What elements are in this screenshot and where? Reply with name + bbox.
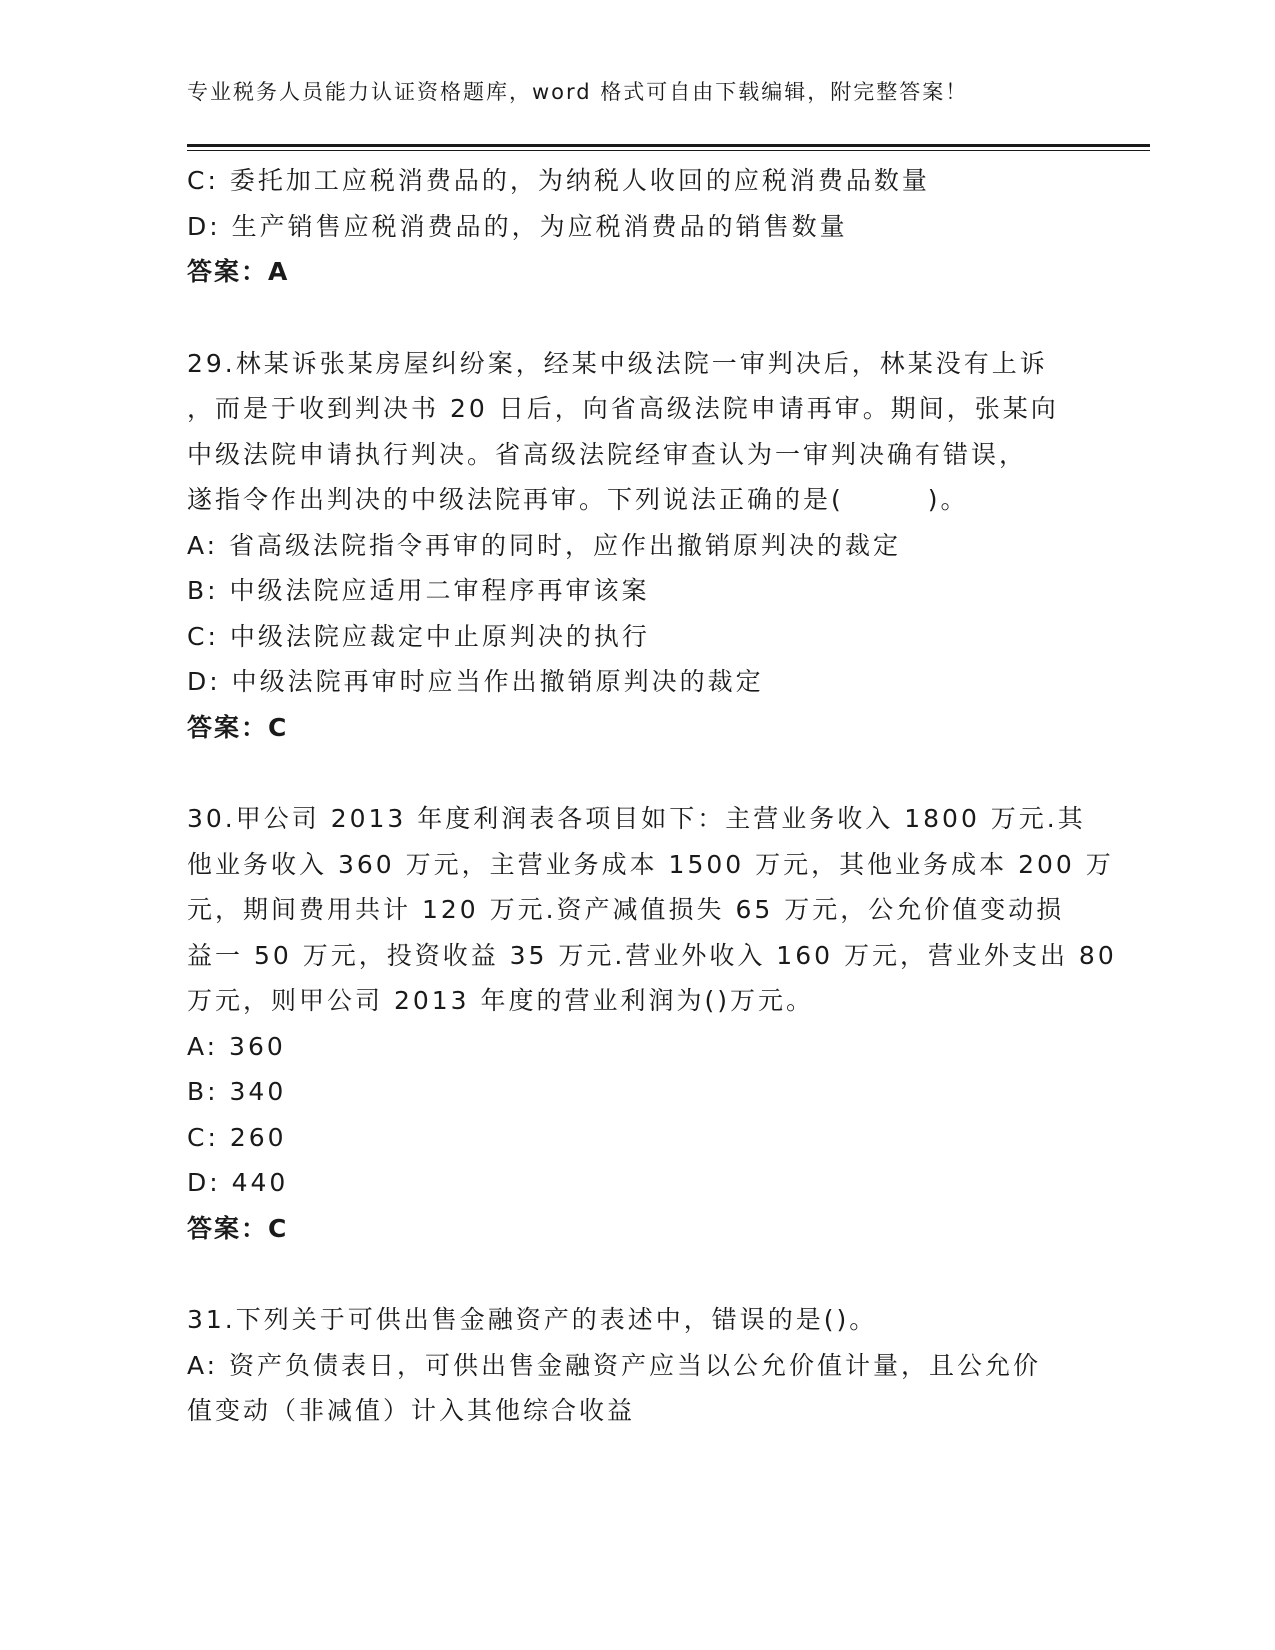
option-a: A: 资产负债表日，可供出售金融资产应当以公允价值计量，且公允价	[187, 1350, 1042, 1380]
option-c: C: 委托加工应税消费品的，为纳税人收回的应税消费品数量	[187, 166, 930, 195]
page-header: 专业税务人员能力认证资格题库，word 格式可自由下载编辑，附完整答案！	[187, 80, 969, 104]
question-stem-line: 29.林某诉张某房屋纠纷案，经某中级法院一审判决后，林某没有上诉	[187, 348, 1048, 378]
spacer	[187, 1251, 1087, 1297]
question-stem-line: 30.甲公司 2013 年度利润表各项目如下：主营业务收入 1800 万元.其	[187, 804, 1086, 833]
header-rule-thin	[187, 150, 1150, 151]
option-b: B: 340	[187, 1077, 287, 1106]
option-d: D: 440	[187, 1168, 289, 1197]
question-stem-line: ，而是于收到判决书 20 日后，向省高级法院申请再审。期间，张某向	[187, 394, 1059, 423]
question-stem-line: 31.下列关于可供出售金融资产的表述中，错误的是()。	[187, 1305, 878, 1334]
question-stem-line: 万元，则甲公司 2013 年度的营业利润为()万元。	[187, 986, 815, 1015]
option-c: C: 中级法院应裁定中止原判决的执行	[187, 621, 650, 651]
question-31	[187, 1297, 1087, 1434]
answer: 答案：C	[187, 712, 289, 742]
answer: 答案：C	[187, 1213, 289, 1243]
option-a-continued: 值变动（非减值）计入其他综合收益	[187, 1396, 636, 1425]
header-rule-thick	[187, 144, 1150, 147]
option-b: B: 中级法院应适用二审程序再审该案	[187, 576, 650, 605]
option-d: D: 中级法院再审时应当作出撤销原判决的裁定	[187, 667, 764, 696]
question-stem-line: 他业务收入 360 万元，主营业务成本 1500 万元，其他业务成本 200 万	[187, 849, 1114, 879]
question-29	[187, 341, 1087, 751]
answer: 答案：A	[187, 257, 290, 286]
question-stem-line: 遂指令作出判决的中级法院再审。下列说法正确的是( )。	[187, 485, 969, 514]
question-stem-line: 中级法院申请执行判决。省高级法院经审查认为一审判决确有错误，	[187, 439, 1028, 469]
option-c: C: 260	[187, 1122, 287, 1152]
option-d: D: 生产销售应税消费品的，为应税消费品的销售数量	[187, 211, 848, 241]
document-body	[187, 158, 1117, 1434]
question-stem-line: 元，期间费用共计 120 万元.资产减值损失 65 万元，公允价值变动损	[187, 895, 1065, 924]
spacer	[187, 295, 1087, 341]
spacer	[187, 750, 1087, 796]
question-30	[187, 796, 1117, 1251]
question-28-tail	[187, 158, 1087, 295]
option-a: A: 360	[187, 1031, 286, 1061]
option-a: A: 省高级法院指令再审的同时，应作出撤销原判决的裁定	[187, 530, 902, 560]
question-stem-line: 益一 50 万元，投资收益 35 万元.营业外收入 160 万元，营业外支出 80	[187, 940, 1117, 970]
